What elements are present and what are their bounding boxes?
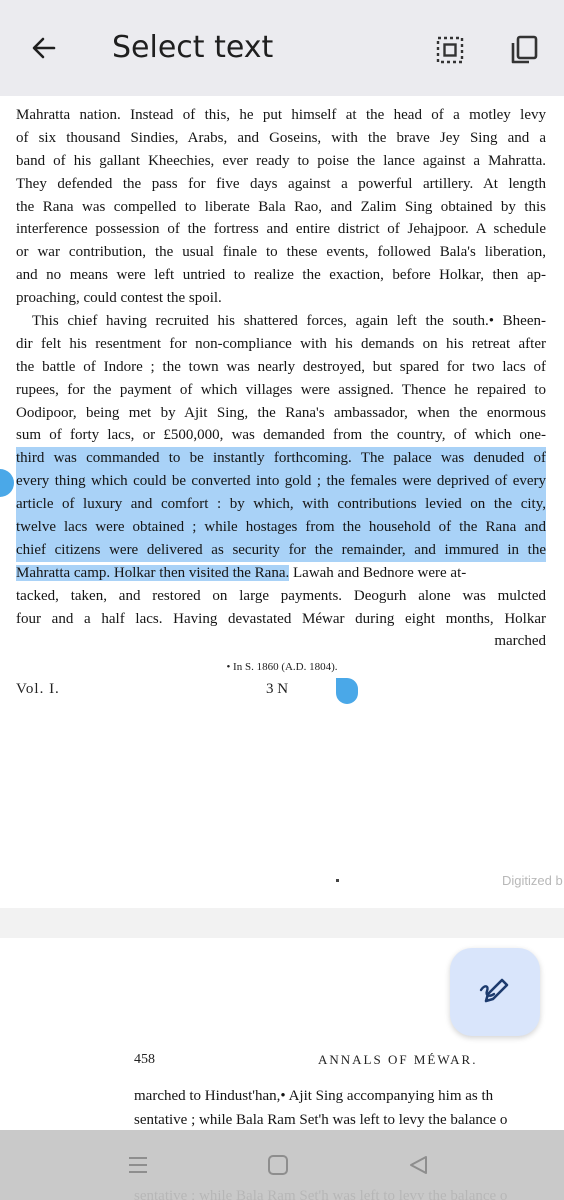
text-line: rupees, for the payment of which villages were assigned. Thence he repaired to bbox=[16, 381, 546, 398]
text-line: This chief having recruited his shattered forces, again left the south.• Bheen- bbox=[32, 313, 546, 330]
arrow-left-icon bbox=[30, 34, 58, 62]
back-triangle-icon bbox=[407, 1154, 429, 1176]
text-line: the battle of Indore ; the town was nearly destroyed, but spared for two lacs of bbox=[16, 358, 546, 375]
edit-fab-button[interactable] bbox=[450, 948, 540, 1036]
signature-mark: 3 N bbox=[266, 681, 289, 697]
text-line: interference possession of the fortress and entire district of Jehajpoor. A schedule bbox=[16, 221, 546, 238]
page-number: 458 bbox=[134, 1052, 155, 1067]
back-button[interactable] bbox=[22, 26, 66, 70]
page-title: Select text bbox=[112, 30, 274, 65]
home-icon bbox=[267, 1154, 289, 1176]
text-line: sum of forty lacs, or £500,000, was demanded from the country, of which one- bbox=[16, 427, 546, 444]
text-line-mixed bbox=[16, 562, 546, 585]
text-line: Mahratta nation. Instead of this, he put himself at the head of a motley levy bbox=[16, 107, 546, 123]
selected-text-line: every thing which could be converted into gold ; the females were deprived of every bbox=[16, 470, 546, 493]
recents-button[interactable] bbox=[120, 1148, 156, 1182]
text-line: They defended the pass for five days against a powerful artillery. At length bbox=[16, 175, 546, 192]
selected-text-span: Mahratta camp. Holkar then visited the Rana. bbox=[16, 564, 290, 581]
selected-text-line: chief citizens were delivered as security for the remainder, and immured in the bbox=[16, 539, 546, 562]
nav-back-button[interactable] bbox=[400, 1148, 436, 1182]
text-line: proaching, could contest the spoil. bbox=[16, 290, 222, 307]
page-text[interactable] bbox=[16, 104, 546, 653]
watermark-text: Digitized b bbox=[502, 873, 563, 888]
text-line: tacked, taken, and restored on large payments. Deogurh alone was mulcted bbox=[16, 587, 546, 604]
text-line: band of his gallant Kheechies, ever ready to poise the lance against a Mahratta. bbox=[16, 152, 546, 169]
selected-text-line: article of luxury and comfort : by which, with contributions levied on the city, bbox=[16, 493, 546, 516]
selection-end-handle[interactable] bbox=[336, 678, 358, 704]
selection-start-handle[interactable] bbox=[0, 469, 14, 497]
text-line: marched to Hindust'han,• Ajit Sing accompanying him as th bbox=[134, 1088, 494, 1104]
select-all-button[interactable] bbox=[428, 28, 472, 72]
copy-icon bbox=[509, 34, 539, 66]
text-line: marched bbox=[494, 633, 546, 650]
system-nav-bar bbox=[0, 1130, 564, 1200]
scan-speck bbox=[336, 879, 339, 882]
text-line: and no means were left untried to realize the exaction, before Holkar, then ap- bbox=[16, 267, 546, 284]
top-app-bar bbox=[0, 0, 564, 96]
pen-edit-icon bbox=[477, 974, 513, 1010]
text-line: dir felt his resentment for non-compliance with his demands on his retreat after bbox=[16, 335, 546, 352]
home-button[interactable] bbox=[260, 1148, 296, 1182]
text-line: the Rana was compelled to liberate Bala Rao, and Zalim Sing obtained by this bbox=[16, 198, 546, 215]
select-all-icon bbox=[436, 36, 464, 64]
text-line: sentative ; while Bala Ram Set'h was left to levy the balance o bbox=[134, 1112, 508, 1128]
volume-label: Vol. I. bbox=[16, 681, 60, 697]
text-line: or war contribution, the usual finale to these events, followed Bala's liberation, bbox=[16, 244, 546, 261]
menu-icon bbox=[127, 1155, 149, 1175]
selected-text-line: third was commanded to be instantly forthcoming. The palace was denuded of bbox=[16, 447, 546, 470]
selected-text-line: twelve lacs were obtained ; while hostages from the household of the Rana and bbox=[16, 516, 546, 539]
text-line: Oodipoor, being met by Ajit Sing, the Rana's ambassador, when the enormous bbox=[16, 404, 546, 421]
footnote: • In S. 1860 (A.D. 1804). bbox=[226, 661, 338, 673]
running-head: ANNALS OF MÉWAR. bbox=[318, 1052, 478, 1067]
book-page bbox=[0, 96, 564, 908]
unselected-text-span: Lawah and Bednore were at- bbox=[289, 564, 467, 581]
text-line: four and a half lacs. Having devastated Méwar during eight months, Holkar bbox=[16, 610, 546, 627]
copy-button[interactable] bbox=[502, 28, 546, 72]
text-line: of six thousand Sindies, Arabs, and Goseins, with the brave Jey Sing and a bbox=[16, 129, 546, 146]
